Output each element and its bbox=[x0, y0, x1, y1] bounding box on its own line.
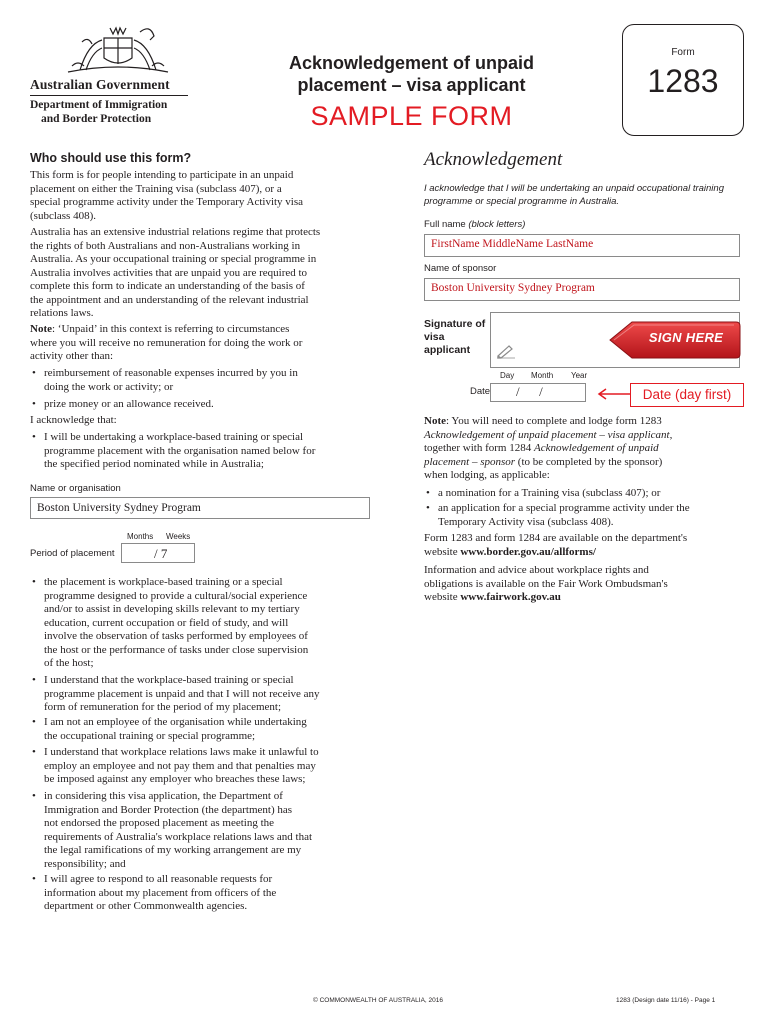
text-line: the occupational training or special programme; bbox=[44, 729, 256, 742]
note-label: Note bbox=[424, 415, 446, 427]
text-line: placement on either the Training visa (subclass 407), or a bbox=[30, 182, 282, 195]
day-label: Day bbox=[500, 371, 515, 380]
month-label: Month bbox=[531, 371, 554, 380]
text-line: I am not an employee of the organisation while undertaking bbox=[44, 716, 307, 728]
date-label: Date bbox=[470, 386, 491, 397]
text-line: activity other than: bbox=[30, 350, 114, 362]
organisation-field[interactable]: Boston University Sydney Program bbox=[30, 497, 370, 519]
text-line: Immigration and Border Protection (the department) has bbox=[44, 803, 293, 816]
text-line: This form is for people intending to participate in an unpaid bbox=[30, 169, 294, 181]
header-divider bbox=[30, 95, 188, 96]
forms-availability bbox=[424, 532, 754, 559]
text-line: obligations is available on the Fair Work Ombudsman's bbox=[424, 577, 668, 590]
form-title bbox=[284, 52, 539, 96]
organisation-label: Name or organisation bbox=[30, 483, 121, 494]
text-line: I acknowledge that I will be undertaking an unpaid occupational training bbox=[424, 183, 724, 194]
text-line: an application for a special programme activity under the bbox=[438, 502, 690, 514]
text-line: be imposed against any employer who breaches these laws; bbox=[44, 773, 306, 785]
text-line: the appointment and an understanding of the relevant industrial bbox=[30, 293, 309, 306]
signature-label bbox=[424, 318, 485, 357]
text-line: in considering this visa application, the Department of bbox=[44, 790, 283, 802]
intro-paragraph bbox=[30, 169, 400, 223]
sponsor-label: Name of sponsor bbox=[424, 263, 497, 274]
block-letters-hint: (block letters) bbox=[468, 219, 526, 230]
text-line: involve the observation of tasks performed by employees of bbox=[44, 630, 308, 642]
acknowledge-intro: I acknowledge that: bbox=[30, 414, 117, 426]
text-line: responsibility; and bbox=[44, 857, 126, 870]
list-item: • a nomination for a Training visa (subclass 407); or bbox=[424, 487, 754, 501]
government-name: Australian Government bbox=[30, 77, 170, 92]
text-line: (subclass 408). bbox=[30, 209, 96, 222]
text-line: special programme activity under the Temporary Activity visa bbox=[30, 196, 304, 208]
text-line: website bbox=[424, 591, 461, 603]
text-line: applicant bbox=[424, 344, 471, 356]
form-1284-title: Acknowledgement of unpaid bbox=[533, 442, 659, 454]
text-line: I will be undertaking a workplace-based training or special bbox=[44, 431, 304, 443]
who-should-use-heading: Who should use this form? bbox=[30, 151, 192, 165]
text-line: Form 1283 and form 1284 are available on the department's bbox=[424, 532, 688, 544]
list-item: • reimbursement of reasonable expenses incurred by you in doing the work or activity; or bbox=[30, 367, 400, 394]
list-item: • the placement is workplace-based training or a special programme designed to provide a cultural/social experience and/or to assist in developing skills relevant to my tertiary education, current occupation or field of study, and will involve the observation of tasks performed by employees of the host or the performance of tasks under close supervision of the host; bbox=[30, 576, 400, 671]
text-line: Temporary Activity visa (subclass 408). bbox=[438, 515, 614, 528]
text-line: Australia involves activities that are unpaid you are required to bbox=[30, 266, 308, 279]
list-item: • I will be undertaking a workplace-based training or special programme placement with the organisation named below for the specified period nominated while in Australia; bbox=[30, 431, 400, 472]
text-line: and/or to assist in developing skills relevant to my tertiary bbox=[44, 603, 300, 615]
text-line: when lodging, as applicable: bbox=[424, 469, 550, 481]
text-line: programme placement with the organisation named below for bbox=[44, 444, 316, 457]
text-line: the legal ramifications of my working arrangement are my bbox=[44, 844, 302, 856]
industrial-relations-paragraph bbox=[30, 226, 400, 321]
list-item: • in considering this visa application, the Department of Immigration and Border Protection (the department) has not endorsed the proposed placement as meeting the requirements of Australia's workplace relations laws and that the legal ramifications of my working arrangement are my responsibility; and bbox=[30, 790, 400, 871]
list-item: • an application for a special programme activity under the Temporary Activity visa (subclass 408). bbox=[424, 502, 754, 529]
form-1283-title: Acknowledgement of unpaid placement – visa applicant, bbox=[424, 428, 673, 441]
text-line: website bbox=[424, 545, 461, 558]
form-label: Form bbox=[671, 47, 695, 58]
acknowledgement-statement bbox=[424, 182, 744, 208]
sign-here-button[interactable]: SIGN HERE bbox=[648, 330, 724, 345]
page-info: 1283 (Design date 11/16) - Page 1 bbox=[616, 997, 716, 1004]
text-line: Australia. As your occupational training or special programme in bbox=[30, 253, 317, 265]
list-item: • I am not an employee of the organisation while undertaking the occupational training or special programme; bbox=[30, 716, 400, 743]
form-title-line2: placement – visa applicant bbox=[297, 75, 526, 95]
text-line: : You will need to complete and lodge form 1283 bbox=[446, 415, 662, 427]
text-line: : ‘Unpaid’ in this context is referring to circumstances bbox=[52, 323, 290, 335]
text-line: employ an employee and not pay them and that penalties may bbox=[44, 759, 316, 772]
months-label: Months bbox=[127, 532, 154, 541]
text-line: I understand that the workplace-based training or special bbox=[44, 674, 294, 686]
text-line: form of remuneration for the period of my placement; bbox=[44, 701, 282, 713]
list-item: • I understand that the workplace-based training or special programme placement is unpaid and that I will not receive any form of remuneration for the period of my placement; bbox=[30, 674, 400, 715]
text-line: of the host; bbox=[44, 657, 94, 669]
full-name-field[interactable]: FirstName MiddleName LastName bbox=[424, 234, 740, 257]
fair-work-info bbox=[424, 564, 754, 605]
text-line: relations laws. bbox=[30, 307, 94, 319]
text-line: requirements of Australia's workplace relations laws and that bbox=[44, 830, 313, 843]
acknowledgement-heading: Acknowledgement bbox=[424, 149, 563, 170]
text-line: visa bbox=[424, 331, 445, 343]
pen-icon bbox=[496, 343, 516, 359]
text-line: Signature of bbox=[424, 318, 486, 330]
period-field[interactable]: / 7 bbox=[121, 543, 195, 563]
list-item: • prize money or an allowance received. bbox=[30, 398, 400, 412]
text-line: Information and advice about workplace rights and bbox=[424, 564, 649, 576]
period-label: Period of placement bbox=[30, 548, 115, 559]
text-line: programme designed to provide a cultural/social experience bbox=[44, 589, 308, 602]
lodging-note bbox=[424, 415, 754, 483]
text-line: where you will receive no remuneration for doing the work or bbox=[30, 336, 303, 349]
border-website-link[interactable]: www.border.gov.au/allforms/ bbox=[460, 545, 596, 558]
text-line: a nomination for a Training visa (subclass 407); or bbox=[438, 487, 661, 499]
text-line: doing the work or activity; or bbox=[44, 380, 174, 393]
text-line: I understand that workplace relations laws make it unlawful to bbox=[44, 746, 319, 758]
text-line: education, current occupation or field of study, and will bbox=[44, 616, 289, 629]
text-line: prize money or an allowance received. bbox=[44, 398, 214, 410]
text-line: (to be completed by the sponsor) bbox=[515, 455, 663, 468]
text-line: the rights of both Australians and non-Australians working in bbox=[30, 239, 301, 252]
text-line: together with form 1284 bbox=[424, 442, 534, 454]
sponsor-field[interactable]: Boston University Sydney Program bbox=[424, 278, 740, 301]
department-name-line2: and Border Protection bbox=[41, 113, 152, 125]
list-item: • I will agree to respond to all reasonable requests for information about my placement from officers of the department or other Commonwealth agencies. bbox=[30, 873, 400, 914]
text-line: information about my placement from officers of the bbox=[44, 886, 277, 899]
text-line: I will agree to respond to all reasonable requests for bbox=[44, 873, 273, 885]
full-name-label bbox=[424, 219, 525, 230]
copyright-notice: © COMMONWEALTH OF AUSTRALIA, 2016 bbox=[313, 997, 443, 1004]
text-line: Australia has an extensive industrial relations regime that protects bbox=[30, 226, 321, 238]
form-title-line1: Acknowledgement of unpaid bbox=[288, 53, 534, 73]
department-name-line1: Department of Immigration bbox=[30, 99, 168, 111]
text-line: reimbursement of reasonable expenses incurred by you in bbox=[44, 367, 298, 379]
text-line: not endorsed the proposed placement as meeting the bbox=[44, 817, 275, 829]
list-item: • I understand that workplace relations laws make it unlawful to employ an employee and not pay them and that penalties may be imposed against any employer who breaches these laws; bbox=[30, 746, 400, 787]
text-line: the specified period nominated while in Australia; bbox=[44, 458, 264, 470]
year-label: Year bbox=[571, 371, 588, 380]
text-line: complete this form to indicate an understanding of the basis of bbox=[30, 280, 305, 292]
date-day-first-callout: Date (day first) bbox=[630, 383, 744, 407]
arrow-left-icon bbox=[596, 387, 632, 401]
date-field[interactable]: / / bbox=[490, 383, 586, 402]
text-line: programme or special programme in Australia. bbox=[424, 196, 620, 207]
sample-form-label: SAMPLE FORM bbox=[310, 101, 513, 131]
coat-of-arms-icon bbox=[58, 22, 178, 78]
text-line: department or other Commonwealth agencies. bbox=[44, 900, 248, 912]
full-name-label-text: Full name bbox=[424, 219, 466, 230]
text-line: the placement is workplace-based training or a special bbox=[44, 576, 283, 588]
form-1284-title-end: placement – sponsor bbox=[424, 455, 516, 468]
text-line: programme placement is unpaid and that I will not receive any bbox=[44, 687, 320, 700]
note-label: Note bbox=[30, 323, 52, 335]
text-line: the host or the performance of tasks under close supervision bbox=[44, 643, 309, 656]
form-number: 1283 bbox=[647, 63, 719, 99]
weeks-label: Weeks bbox=[166, 532, 191, 541]
unpaid-note bbox=[30, 323, 400, 364]
fairwork-website-link[interactable]: www.fairwork.gov.au bbox=[460, 591, 561, 603]
